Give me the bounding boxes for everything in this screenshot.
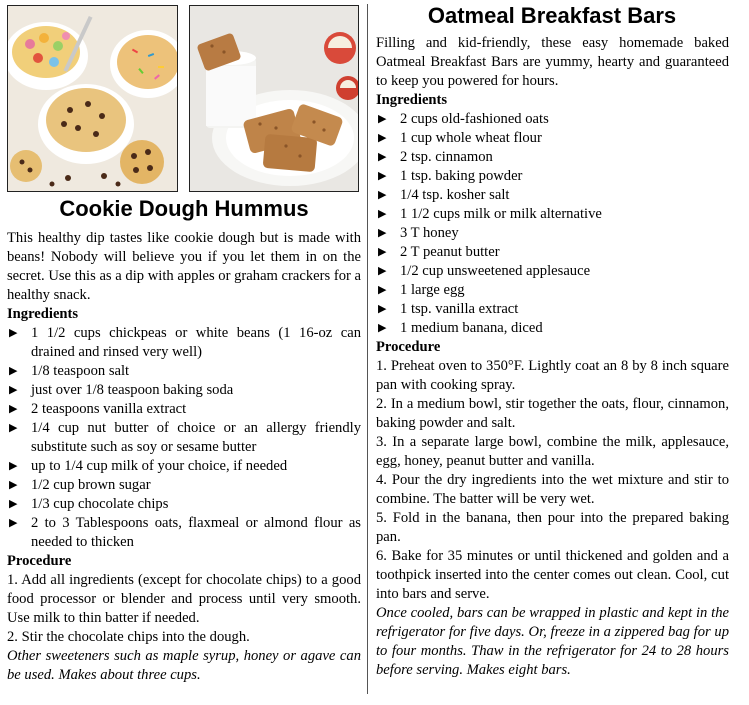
procedure-step: 2. Stir the chocolate chips into the dough. [7, 629, 250, 645]
bullet-icon: ▶ [378, 246, 387, 258]
bullet-icon: ▶ [378, 113, 387, 125]
cookie-dough-recipe [7, 229, 361, 685]
oatmeal-bars-procedure-heading: Procedure [376, 339, 441, 355]
oatmeal-bars-note: Once cooled, bars can be wrapped in plastic and kept in the refrigerator for five days. Or, freeze in a zippered bag for up to four months. Thaw in the refrigerator for 24 to 28 hours before serving. Makes eight bars. [376, 605, 729, 678]
bullet-icon: ▶ [9, 498, 18, 510]
list-item: ▶ 1/2 cup brown sugar [9, 477, 151, 493]
column-divider [367, 4, 368, 694]
list-item: ▶ 1/4 tsp. kosher salt [378, 187, 510, 203]
oatmeal-bars-ingredients-heading: Ingredients [376, 92, 448, 108]
cookie-dough-ingredient-list [7, 324, 361, 552]
list-item: ▶ 1 medium banana, diced [378, 320, 543, 336]
list-item: ▶ 3 T honey [378, 225, 459, 241]
bullet-icon: ▶ [9, 365, 18, 377]
bullet-icon: ▶ [378, 151, 387, 163]
list-item: ▶ 1 tsp. vanilla extract [378, 301, 519, 317]
list-item: ▶ 1/3 cup chocolate chips [9, 496, 169, 512]
list-item: ▶ 1 cup whole wheat flour [378, 130, 542, 146]
list-item: ▶ 1/4 cup nut butter of choice or an allergy friendly substitute such as soy or sesame butter [9, 420, 361, 455]
list-item: ▶ 1 1/2 cups milk or milk alternative [378, 206, 602, 222]
bullet-icon: ▶ [378, 322, 387, 334]
list-item: ▶ 1/8 teaspoon salt [9, 363, 130, 379]
procedure-step: 1. Add all ingredients (except for chocolate chips) to a good food processor or blender and process until very smooth. Use milk to thin batter if needed. [7, 572, 361, 626]
oatmeal-bars-ingredient-list [376, 110, 729, 338]
procedure-step: 4. Pour the dry ingredients into the wet mixture and stir to combine. The batter will be very wet. [376, 472, 729, 507]
list-item: ▶ 2 cups old-fashioned oats [378, 111, 549, 127]
bullet-icon: ▶ [378, 284, 387, 296]
bullet-icon: ▶ [9, 479, 18, 491]
cookie-dough-illustration [8, 6, 177, 191]
bullet-icon: ▶ [378, 208, 387, 220]
cookie-dough-photo [7, 5, 178, 192]
oatmeal-bars-photo [189, 5, 359, 192]
list-item: ▶ just over 1/8 teaspoon baking soda [9, 382, 234, 398]
list-item: ▶ up to 1/4 cup milk of your choice, if needed [9, 458, 288, 474]
list-item: ▶ 1/2 cup unsweetened applesauce [378, 263, 591, 279]
bullet-icon: ▶ [9, 460, 18, 472]
list-item: ▶ 2 teaspoons vanilla extract [9, 401, 187, 417]
oatmeal-bars-recipe [376, 34, 729, 680]
cookie-dough-intro: This healthy dip tastes like cookie dough but is made with beans! Nobody will believe you if you let them in on the secret. Use this as a dip with apples or graham crackers for a healthy snack. [7, 230, 361, 303]
cookie-dough-title: Cookie Dough Hummus [59, 196, 309, 221]
procedure-step: 1. Preheat oven to 350°F. Lightly coat an 8 by 8 inch square pan with cooking spray. [376, 358, 729, 393]
list-item: ▶ 1 tsp. baking powder [378, 168, 523, 184]
cookie-dough-ingredients-heading: Ingredients [7, 306, 79, 322]
cookie-dough-procedure-heading: Procedure [7, 553, 72, 569]
oatmeal-bars-title: Oatmeal Breakfast Bars [427, 3, 677, 28]
bullet-icon: ▶ [378, 265, 387, 277]
bullet-icon: ▶ [378, 170, 387, 182]
bullet-icon: ▶ [9, 327, 18, 339]
procedure-step: 2. In a medium bowl, stir together the oats, flour, cinnamon, baking powder and salt. [376, 396, 729, 431]
procedure-step: 5. Fold in the banana, then pour into the prepared baking pan. [376, 510, 729, 545]
list-item: ▶ 2 T peanut butter [378, 244, 500, 260]
procedure-step: 3. In a separate large bowl, combine the milk, applesauce, egg, honey, peanut butter and vanilla. [376, 434, 729, 469]
list-item: ▶ 2 to 3 Tablespoons oats, flaxmeal or almond flour as needed to thicken [9, 515, 361, 550]
list-item: ▶ 1 large egg [378, 282, 465, 298]
oatmeal-bars-illustration [190, 6, 358, 191]
bullet-icon: ▶ [9, 384, 18, 396]
bullet-icon: ▶ [378, 227, 387, 239]
bullet-icon: ▶ [378, 189, 387, 201]
bullet-icon: ▶ [9, 517, 18, 529]
procedure-step: 6. Bake for 35 minutes or until thickened and golden and a toothpick inserted into the center comes out clean. Cool, cut into bars and serve. [376, 548, 729, 602]
bullet-icon: ▶ [9, 422, 18, 434]
cookie-dough-note: Other sweeteners such as maple syrup, honey or agave can be used. Makes about three cups. [7, 648, 361, 683]
bullet-icon: ▶ [9, 403, 18, 415]
bullet-icon: ▶ [378, 132, 387, 144]
bullet-icon: ▶ [378, 303, 387, 315]
list-item: ▶ 2 tsp. cinnamon [378, 149, 493, 165]
oatmeal-bars-intro: Filling and kid-friendly, these easy homemade baked Oatmeal Breakfast Bars are yummy, hearty and guaranteed to keep you powered for hours. [376, 35, 729, 89]
list-item: ▶ 1 1/2 cups chickpeas or white beans (1 16-oz can drained and rinsed very well) [9, 325, 361, 360]
